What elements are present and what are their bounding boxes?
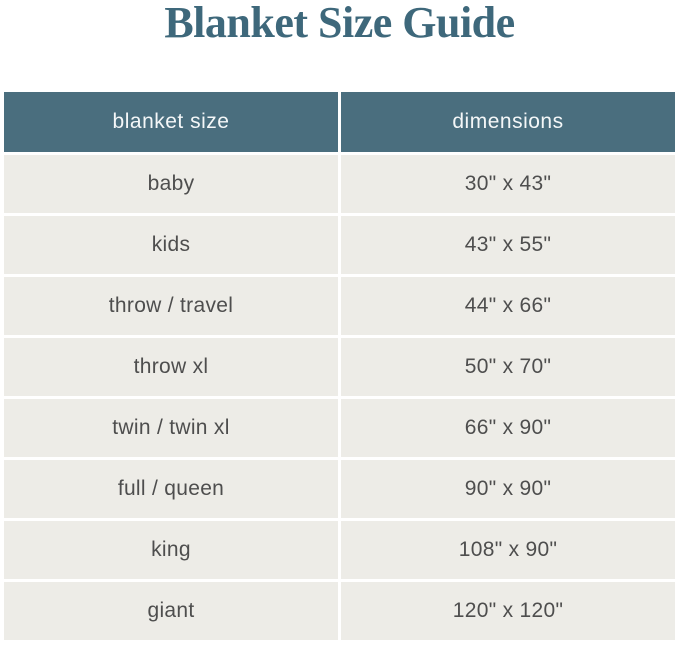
blanket-size-cell: throw / travel xyxy=(4,277,338,335)
blanket-size-cell: kids xyxy=(4,216,338,274)
column-header-dimensions: dimensions xyxy=(341,92,675,152)
blanket-size-cell: throw xl xyxy=(4,338,338,396)
table-row xyxy=(4,399,675,457)
blanket-size-table xyxy=(4,92,675,640)
table-row xyxy=(4,521,675,579)
dimensions-cell: 43" x 55" xyxy=(341,216,675,274)
table-header-row xyxy=(4,92,675,152)
blanket-size-cell: king xyxy=(4,521,338,579)
dimensions-cell: 66" x 90" xyxy=(341,399,675,457)
dimensions-cell: 30" x 43" xyxy=(341,155,675,213)
page-title: Blanket Size Guide xyxy=(164,0,515,47)
table-row xyxy=(4,155,675,213)
table-row xyxy=(4,216,675,274)
dimensions-cell: 50" x 70" xyxy=(341,338,675,396)
dimensions-cell: 90" x 90" xyxy=(341,460,675,518)
table-row xyxy=(4,582,675,640)
table-row xyxy=(4,460,675,518)
blanket-size-cell: giant xyxy=(4,582,338,640)
blanket-size-cell: baby xyxy=(4,155,338,213)
blanket-size-cell: twin / twin xl xyxy=(4,399,338,457)
blanket-size-cell: full / queen xyxy=(4,460,338,518)
table-row xyxy=(4,277,675,335)
dimensions-cell: 108" x 90" xyxy=(341,521,675,579)
dimensions-cell: 120" x 120" xyxy=(341,582,675,640)
table-row xyxy=(4,338,675,396)
dimensions-cell: 44" x 66" xyxy=(341,277,675,335)
column-header-blanket-size: blanket size xyxy=(4,92,338,152)
